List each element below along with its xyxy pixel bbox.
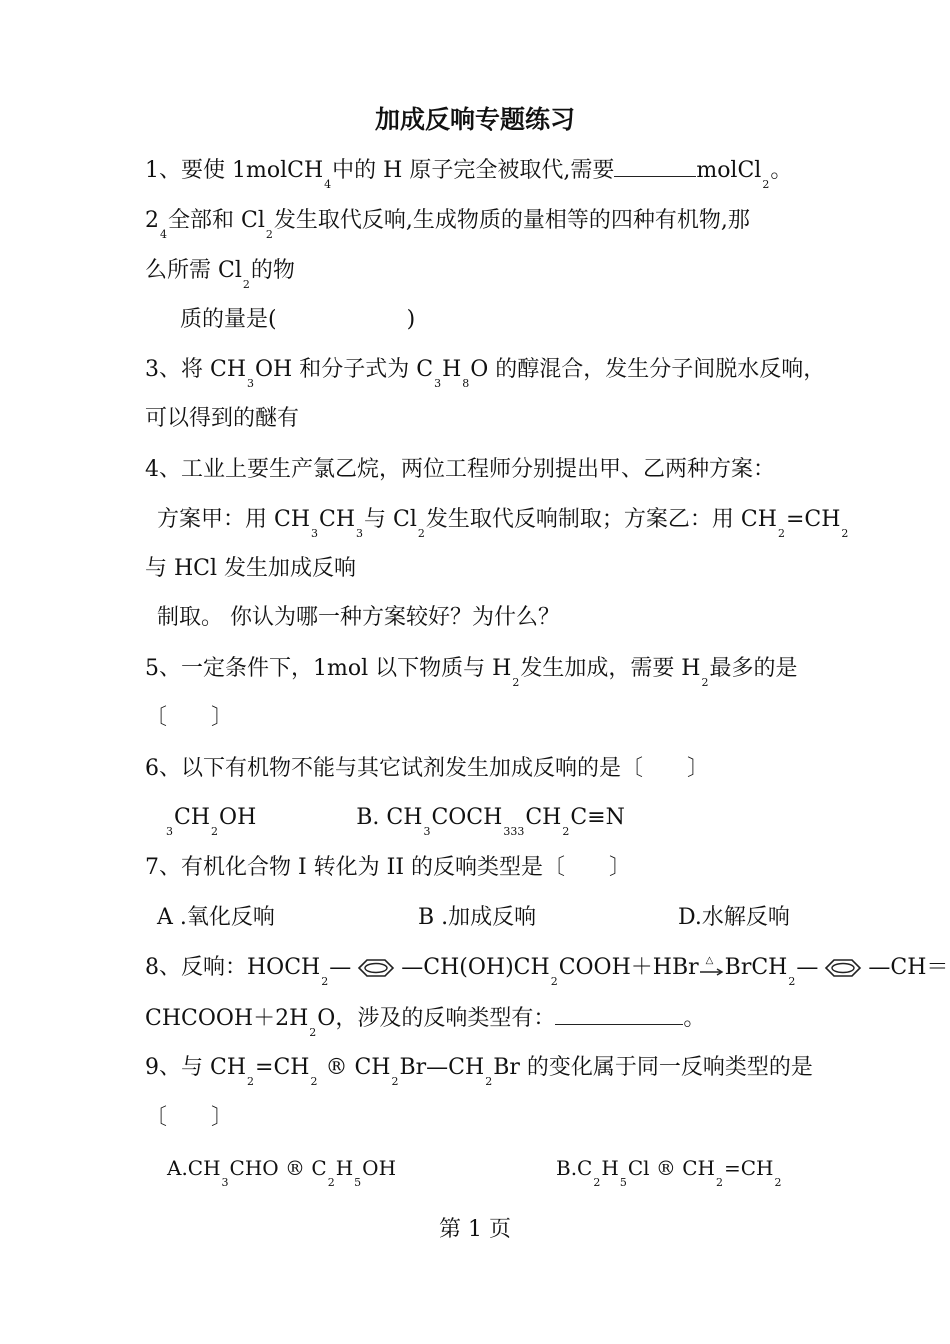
question-9-option-a: $A.CH_3CHO$ ® $C_2H_5OH$ (167, 1156, 397, 1189)
answer-blank[interactable] (555, 1004, 683, 1025)
answer-blank[interactable] (614, 156, 696, 177)
question-7-option-d: D.水解反响 (678, 905, 790, 930)
question-3: 3、将 $CH_3OH$ 和分子式为 $C_3H_8O$ 的醇混合，发生分子间脱水反响， (145, 357, 826, 390)
question-6: 6、以下有机物不能与其它试剂发生加成反响的是〔 〕 (145, 756, 709, 781)
question-1: 1、要使 1molCH$_4$中的 H 原子完全被取代,需要 molCl$_2$。 (145, 158, 793, 191)
benzene-ring-icon (351, 957, 401, 979)
question-8: 8、反响：$HOCH_2—$ $—CH(OH)CH_2COOH+HBr$ △ BrCH$_2$— —CH＝ (145, 955, 949, 988)
question-7-option-b: B .加成反响 (418, 905, 537, 930)
question-3-cont: 可以得到的醚有 (145, 406, 300, 431)
page-title: 加成反响专题练习 (374, 105, 575, 134)
question-8-cont: $CHCOOH+2H_2O$，涉及的反响类型有： 。 (145, 1006, 706, 1039)
question-2-cont: 么所需 $Cl_2$的物 (145, 258, 295, 291)
question-4-ask: 制取。 你认为哪一种方案较好？为什么？ (157, 605, 560, 630)
question-9-bracket: 〔 〕 (145, 1105, 234, 1130)
question-5: 5、一定条件下，1mol 以下物质与 $H_2$发生加成，需要 $H_2$最多的是 (145, 656, 798, 689)
question-4: 4、工业上要生产氯乙烷，两位工程师分别提出甲、乙两种方案： (145, 457, 775, 482)
reaction-arrow-icon: △ (699, 957, 725, 979)
question-7: 7、有机化合物 I 转化为 II 的反响类型是〔 〕 (145, 855, 632, 880)
question-7-option-a: A .氧化反响 (157, 905, 275, 930)
question-9: 9、与 $CH_2=CH_2$ ® $CH_2Br—CH_2Br$ 的变化属于同一反响类型的是 (145, 1055, 813, 1088)
question-6-options: $_3CH_2OH$ B. $CH_3COCH_{333}CH_2C\equiv N$ (166, 805, 625, 838)
question-2-answer: 质的量是( ) (180, 307, 416, 332)
question-4-cont: 与 HCl 发生加成反响 (145, 556, 357, 581)
question-9-option-b: $B.C_2H_5Cl$ ® $CH_2=CH_2$ (556, 1156, 782, 1189)
page-footer: 第 1 页 (439, 1217, 511, 1242)
question-2: $2_4$全部和 $Cl_2$发生取代反响,生成物质的量相等的四种有机物,那 (145, 208, 750, 241)
question-4-plan: 方案甲：用 $CH_3CH_3$与 $Cl_2$发生取代反响制取；方案乙：用 $CH_2=CH_2$ (157, 507, 849, 540)
benzene-ring-icon (818, 957, 868, 979)
question-5-bracket: 〔 〕 (145, 705, 234, 730)
